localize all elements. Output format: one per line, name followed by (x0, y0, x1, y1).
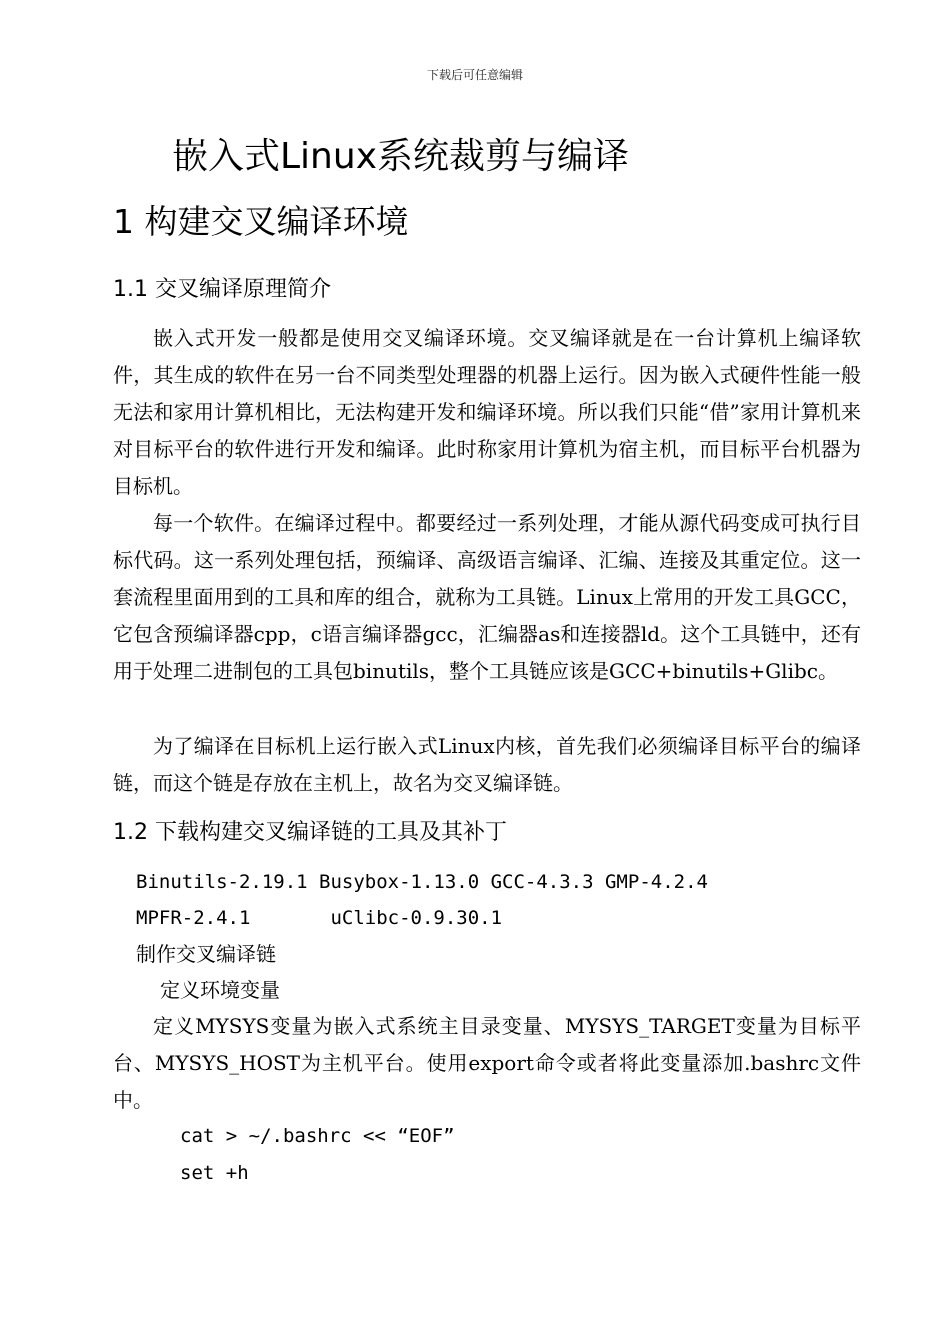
paragraph-toolchain: 每一个软件。在编译过程中。都要经过一系列处理，才能从源代码变成可执行目标代码。这一系列处理包括，预编译、高级语言编译、汇编、连接及其重定位。这一套流程里面用到的工具和库的组合，就称为工具链。Linux上常用的开发工具GCC，它包含预编译器cpp，c语言编译器gcc，汇编器as和连接器ld。这个工具链中，还有用于处理二进制包的工具包binutils，整个工具链应该是GCC+binutils+Glibc。 (113, 511, 861, 683)
document-title: 嵌入式Linux系统裁剪与编译 (172, 136, 629, 177)
code-line: cat > ~/.bashrc << “EOF” (180, 1125, 455, 1147)
step-label: 制作交叉编译链 (136, 942, 276, 966)
tools-list-line-1: Binutils-2.19.1 Busybox-1.13.0 GCC-4.3.3 GMP-4.2.4 (136, 871, 708, 893)
subsection-heading-1-1: 1.1 交叉编译原理简介 (113, 277, 331, 302)
section-heading-1: 1 构建交叉编译环境 (113, 202, 409, 241)
paragraph-cross-compile-intro: 嵌入式开发一般都是使用交叉编译环境。交叉编译就是在一台计算机上编译软件，其生成的软件在另一台不同类型处理器的机器上运行。因为嵌入式硬件性能一般无法和家用计算机相比，无法构建开发和编译环境。所以我们只能“借”家用计算机来对目标平台的软件进行开发和编译。此时称家用计算机为宿主机，而目标平台机器为目标机。 (113, 326, 861, 498)
tools-list-line-2: MPFR-2.4.1 uClibc-0.9.30.1 (136, 907, 503, 929)
sub-step-label: 定义环境变量 (160, 978, 280, 1002)
code-line: set +h (180, 1162, 249, 1184)
paragraph-env-vars: 定义MYSYS变量为嵌入式系统主目录变量、MYSYS_TARGET变量为目标平台、MYSYS_HOST为主机平台。使用export命令或者将此变量添加.bashrc文件中。 (113, 1014, 861, 1112)
subsection-heading-1-2: 1.2 下载构建交叉编译链的工具及其补丁 (113, 820, 507, 845)
header-note: 下载后可任意编辑 (426, 68, 523, 82)
paragraph-cross-chain: 为了编译在目标机上运行嵌入式Linux内核，首先我们必须编译目标平台的编译链，而这个链是存放在主机上，故名为交叉编译链。 (113, 734, 861, 795)
